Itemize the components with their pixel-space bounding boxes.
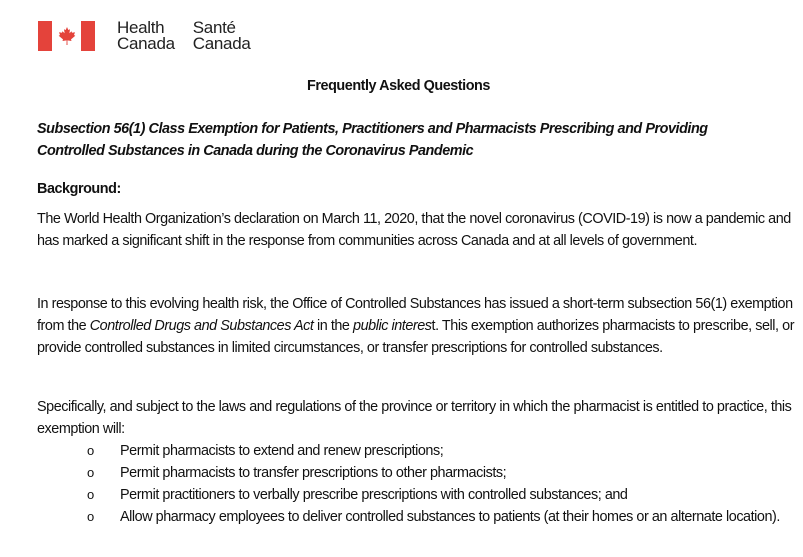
maple-leaf-icon <box>57 26 77 46</box>
wordmark <box>117 20 251 52</box>
wordmark-french-line1: Santé <box>192 18 236 37</box>
paragraph-exemption-response <box>37 293 797 359</box>
paragraph-who-declaration: The World Health Organization’s declaration on March 11, 2020, that the novel coronavirus (COVID-19) is now a pandemic and has marked a significant shift in the response from communities across Canada and at all levels of government. <box>37 211 791 249</box>
list-item <box>87 506 787 528</box>
wordmark-french <box>193 20 251 52</box>
exemption-list <box>87 440 787 528</box>
bullet-icon: o <box>87 487 94 502</box>
list-item-text: Permit pharmacists to transfer prescriptions to other pharmacists; <box>120 465 507 481</box>
list-item <box>87 462 787 484</box>
wordmark-english-line2: Canada <box>117 34 175 53</box>
p2-text-3: t. This exemption authorizes pharmacists to prescribe, sell, or provide controlled substances in limited circumstances, or transfer prescriptions for controlled substances. <box>37 318 795 356</box>
health-canada-logo <box>38 19 251 53</box>
bullet-icon: o <box>87 509 94 524</box>
list-item <box>87 440 787 462</box>
p2-text-1: In response to this evolving health risk, the Office of Controlled Substances has issued a short-term subsection 56(1) exemption from the <box>37 296 793 334</box>
document-subtitle: Subsection 56(1) Class Exemption for Patients, Practitioners and Pharmacists Prescribing and Providing Controlled Substances in Canada during the Coronavirus Pandemic <box>37 121 708 159</box>
paragraph-specifically: Specifically, and subject to the laws and regulations of the province or territory in which the pharmacist is entitled to practice, this exemption will: <box>37 399 792 437</box>
wordmark-french-line2: Canada <box>192 34 251 53</box>
public-interest: public interes <box>353 318 432 334</box>
wordmark-english <box>117 20 175 52</box>
p2-text-2: in the <box>313 318 354 334</box>
page-title: Frequently Asked Questions <box>307 78 490 94</box>
bullet-icon: o <box>87 443 94 458</box>
bullet-icon: o <box>87 465 94 480</box>
act-name: Controlled Drugs and Substances Act <box>89 318 314 334</box>
wordmark-english-line1: Health <box>117 18 165 37</box>
list-item <box>87 484 787 506</box>
background-heading: Background: <box>37 181 121 197</box>
list-item-text: Permit practitioners to verbally prescribe prescriptions with controlled substances; and <box>120 487 628 503</box>
canada-flag-icon <box>38 21 95 51</box>
list-item-text: Permit pharmacists to extend and renew prescriptions; <box>120 443 444 459</box>
list-item-text: Allow pharmacy employees to deliver controlled substances to patients (at their homes or an alternate location). <box>120 509 780 525</box>
